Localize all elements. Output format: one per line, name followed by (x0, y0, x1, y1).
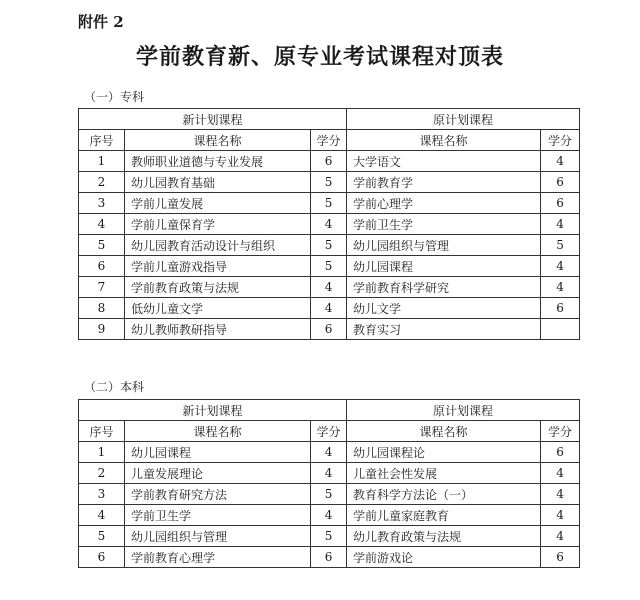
old-course-name: 学前心理学 (347, 193, 541, 214)
row-number: 5 (79, 526, 125, 547)
old-course-name: 大学语文 (347, 151, 541, 172)
new-course-name: 学前儿童发展 (125, 193, 311, 214)
old-course-name: 幼儿教育政策与法规 (347, 526, 541, 547)
row-number: 1 (79, 442, 125, 463)
new-course-credit: 5 (311, 172, 347, 193)
old-course-name: 学前教育学 (347, 172, 541, 193)
new-course-credit: 5 (311, 193, 347, 214)
row-number: 5 (79, 235, 125, 256)
new-course-name: 学前儿童保育学 (125, 214, 311, 235)
seq-header: 序号 (79, 130, 125, 151)
section-label-benke: （二）本科 (84, 380, 145, 394)
old-credit-header: 学分 (541, 421, 580, 442)
old-course-credit (541, 319, 580, 340)
row-number: 9 (79, 319, 125, 340)
old-course-credit: 4 (541, 277, 580, 298)
new-plan-header: 新计划课程 (79, 109, 347, 130)
attachment-label: 附件 2 (78, 13, 124, 31)
document-title: 学前教育新、原专业考试课程对顶表 (135, 44, 504, 70)
old-course-name: 幼儿园课程论 (347, 442, 541, 463)
row-number: 4 (79, 214, 125, 235)
old-plan-header: 原计划课程 (347, 109, 580, 130)
new-course-name: 幼儿园教育基础 (125, 172, 311, 193)
group-header-row (79, 400, 580, 421)
row-number: 2 (79, 172, 125, 193)
row-number: 6 (79, 256, 125, 277)
new-course-credit: 6 (311, 547, 347, 568)
table-row (79, 256, 580, 277)
old-course-name-header: 课程名称 (347, 130, 541, 151)
new-course-credit: 4 (311, 442, 347, 463)
old-course-credit: 5 (541, 235, 580, 256)
new-course-name: 幼儿园课程 (125, 442, 311, 463)
table-row (79, 484, 580, 505)
new-course-name: 学前卫生学 (125, 505, 311, 526)
column-header-row (79, 130, 580, 151)
table-row (79, 463, 580, 484)
row-number: 8 (79, 298, 125, 319)
table-row (79, 151, 580, 172)
old-course-credit: 4 (541, 151, 580, 172)
table-row (79, 298, 580, 319)
new-course-name: 低幼儿童文学 (125, 298, 311, 319)
new-course-credit: 6 (311, 151, 347, 172)
old-course-name: 幼儿园组织与管理 (347, 235, 541, 256)
table-row (79, 277, 580, 298)
old-course-name: 学前教育科学研究 (347, 277, 541, 298)
new-course-credit: 5 (311, 256, 347, 277)
new-course-name: 儿童发展理论 (125, 463, 311, 484)
old-course-name: 学前卫生学 (347, 214, 541, 235)
row-number: 3 (79, 193, 125, 214)
old-course-name: 学前儿童家庭教育 (347, 505, 541, 526)
old-course-name: 教育实习 (347, 319, 541, 340)
new-course-name: 幼儿园组织与管理 (125, 526, 311, 547)
new-course-name: 教师职业道德与专业发展 (125, 151, 311, 172)
old-course-credit: 4 (541, 463, 580, 484)
new-course-name: 学前教育政策与法规 (125, 277, 311, 298)
old-course-credit: 4 (541, 256, 580, 277)
row-number: 1 (79, 151, 125, 172)
new-course-credit: 4 (311, 298, 347, 319)
old-credit-header: 学分 (541, 130, 580, 151)
seq-header: 序号 (79, 421, 125, 442)
new-course-name: 学前教育心理学 (125, 547, 311, 568)
new-course-credit: 4 (311, 463, 347, 484)
new-credit-header: 学分 (311, 421, 347, 442)
new-course-credit: 5 (311, 526, 347, 547)
old-course-name: 幼儿文学 (347, 298, 541, 319)
group-header-row (79, 109, 580, 130)
course-table-zhuanke (78, 108, 580, 340)
new-course-credit: 5 (311, 484, 347, 505)
old-course-credit: 4 (541, 214, 580, 235)
table-row (79, 193, 580, 214)
old-course-credit: 6 (541, 547, 580, 568)
new-course-name: 学前教育研究方法 (125, 484, 311, 505)
row-number: 4 (79, 505, 125, 526)
row-number: 2 (79, 463, 125, 484)
row-number: 3 (79, 484, 125, 505)
row-number: 7 (79, 277, 125, 298)
old-plan-header: 原计划课程 (347, 400, 580, 421)
new-course-name: 幼儿园教育活动设计与组织 (125, 235, 311, 256)
old-course-credit: 4 (541, 505, 580, 526)
new-course-name: 学前儿童游戏指导 (125, 256, 311, 277)
new-course-credit: 4 (311, 505, 347, 526)
table-row (79, 547, 580, 568)
old-course-credit: 4 (541, 484, 580, 505)
table-row (79, 172, 580, 193)
old-course-name: 学前游戏论 (347, 547, 541, 568)
old-course-credit: 6 (541, 172, 580, 193)
new-course-credit: 5 (311, 235, 347, 256)
old-course-name: 教育科学方法论（一） (347, 484, 541, 505)
course-table-body (79, 400, 580, 568)
section-label-zhuanke: （一）专科 (84, 90, 145, 104)
old-course-credit: 6 (541, 298, 580, 319)
new-course-credit: 4 (311, 277, 347, 298)
table-row (79, 319, 580, 340)
new-course-name-header: 课程名称 (125, 421, 311, 442)
old-course-credit: 4 (541, 526, 580, 547)
course-table-benke (78, 399, 580, 568)
table-row (79, 235, 580, 256)
new-plan-header: 新计划课程 (79, 400, 347, 421)
new-credit-header: 学分 (311, 130, 347, 151)
column-header-row (79, 421, 580, 442)
new-course-credit: 6 (311, 319, 347, 340)
new-course-name-header: 课程名称 (125, 130, 311, 151)
new-course-credit: 4 (311, 214, 347, 235)
table-row (79, 442, 580, 463)
course-table-body (79, 109, 580, 340)
table-row (79, 214, 580, 235)
old-course-credit: 6 (541, 193, 580, 214)
row-number: 6 (79, 547, 125, 568)
new-course-name: 幼儿教师教研指导 (125, 319, 311, 340)
old-course-name-header: 课程名称 (347, 421, 541, 442)
old-course-name: 儿童社会性发展 (347, 463, 541, 484)
old-course-credit: 6 (541, 442, 580, 463)
old-course-name: 幼儿园课程 (347, 256, 541, 277)
table-row (79, 526, 580, 547)
table-row (79, 505, 580, 526)
